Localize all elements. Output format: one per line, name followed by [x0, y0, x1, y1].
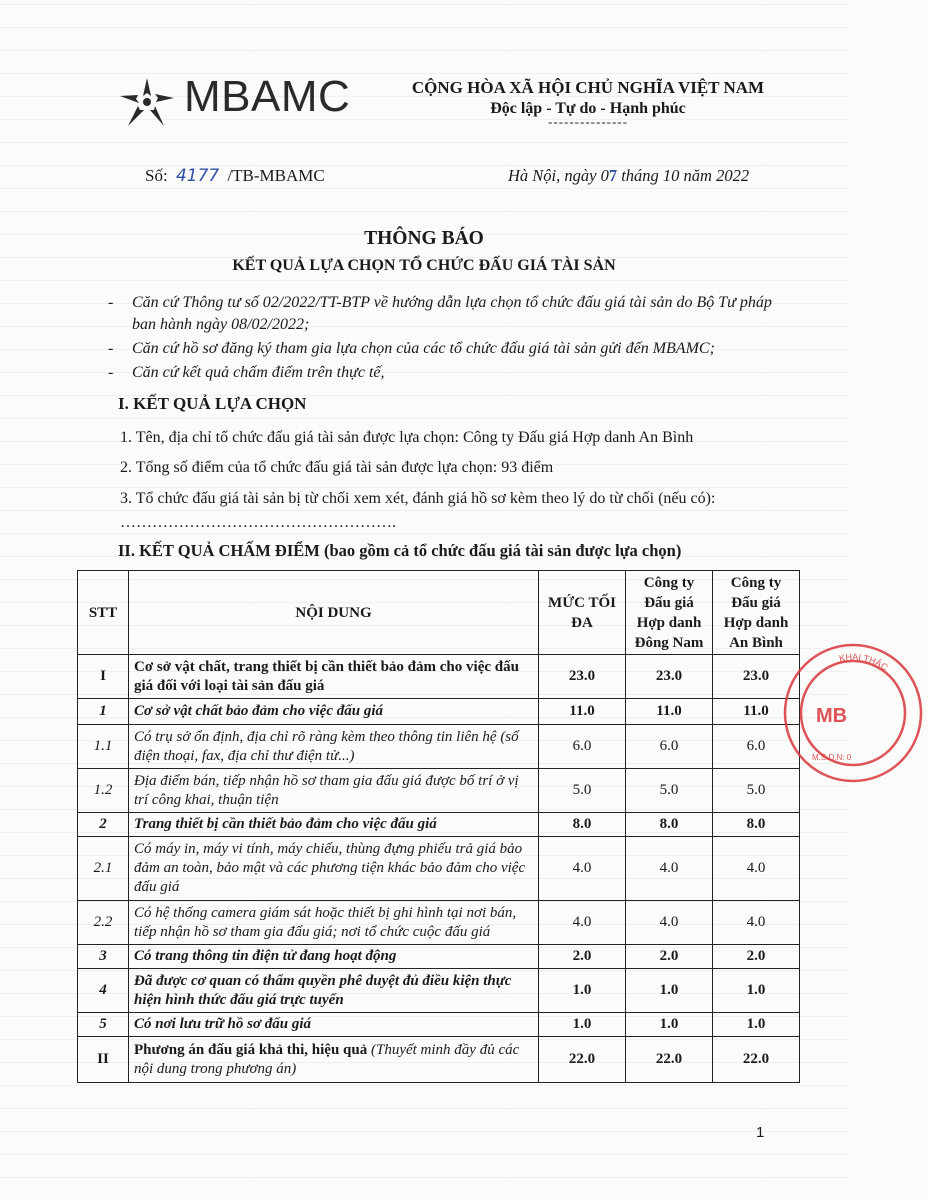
document-number: [145, 166, 325, 186]
table-row: [78, 945, 800, 969]
row-stt: 3: [78, 945, 129, 969]
row-score-max: 1.0: [539, 969, 626, 1013]
row-content: Có máy in, máy vi tính, máy chiếu, thùng đựng phiếu trả giá bảo đảm an toàn, bảo mật và các phương tiện khác bảo đảm cho việc đấu giá: [129, 837, 539, 901]
row-score-max: 22.0: [539, 1037, 626, 1083]
section1-heading: I. KẾT QUẢ LỰA CHỌN: [118, 394, 307, 413]
doc-no-handwritten: 4177: [175, 166, 220, 186]
row-score-dongnam: 4.0: [626, 901, 713, 945]
row-score-dongnam: 22.0: [626, 1037, 713, 1083]
doc-no-label: Số:: [145, 166, 168, 185]
section1-item2: 2. Tổng số điểm của tổ chức đấu giá tài sản được lựa chọn: 93 điểm: [120, 459, 554, 476]
row-content: Đã được cơ quan có thẩm quyền phê duyệt đủ điều kiện thực hiện hình thức đấu giá trực tuyến: [129, 969, 539, 1013]
table-row: [78, 1037, 800, 1083]
document-title: THÔNG BÁO: [364, 228, 484, 249]
row-score-max: 8.0: [539, 813, 626, 837]
col-header-anbinh: Công ty Đấu giá Hợp danh An Bình: [713, 571, 800, 655]
legal-bases: [108, 292, 788, 386]
row-stt: II: [78, 1037, 129, 1083]
doc-no-suffix: /TB-MBAMC: [227, 166, 325, 185]
row-score-anbinh: 4.0: [713, 837, 800, 901]
section1-item1: 1. Tên, địa chỉ tổ chức đấu giá tài sản được lựa chọn: Công ty Đấu giá Hợp danh An Bình: [120, 429, 694, 446]
company-logo: [118, 72, 368, 132]
row-score-dongnam: 8.0: [626, 813, 713, 837]
row-stt: 1: [78, 699, 129, 725]
table-row: [78, 725, 800, 769]
row-content: Cơ sở vật chất, trang thiết bị cần thiết bảo đảm cho việc đấu giá đối với loại tài sản đấu giá: [129, 655, 539, 699]
row-score-max: 6.0: [539, 725, 626, 769]
place-date-day-handwritten: 7: [608, 166, 618, 185]
col-header-content: NỘI DUNG: [129, 571, 539, 655]
svg-text:KHAI THÁC: [838, 652, 890, 673]
row-content-bold: Phương án đấu giá khả thi, hiệu quả: [134, 1041, 368, 1058]
row-score-max: 5.0: [539, 769, 626, 813]
section1-item3: 3. Tổ chức đấu giá tài sản bị từ chối xem xét, đánh giá hồ sơ kèm theo lý do từ chối (nếu có): …………………………………………….: [120, 490, 716, 531]
row-score-max: 23.0: [539, 655, 626, 699]
row-score-dongnam: 11.0: [626, 699, 713, 725]
legal-basis-item: - Căn cứ Thông tư số 02/2022/TT-BTP về hướng dẫn lựa chọn tổ chức đấu giá tài sản do Bộ Tư pháp ban hành ngày 08/02/2022;: [108, 292, 788, 336]
row-score-dongnam: 1.0: [626, 969, 713, 1013]
row-content: Có trụ sở ổn định, địa chỉ rõ ràng kèm theo thông tin liên hệ (số điện thoại, fax, địa chỉ thư điện tử...): [129, 725, 539, 769]
row-score-anbinh: 11.0: [713, 699, 800, 725]
row-score-dongnam: 4.0: [626, 837, 713, 901]
row-stt: 2: [78, 813, 129, 837]
row-score-max: 11.0: [539, 699, 626, 725]
row-score-anbinh: 4.0: [713, 901, 800, 945]
row-stt: 5: [78, 1013, 129, 1037]
nation-rule: ---------------: [548, 114, 628, 129]
row-score-dongnam: 23.0: [626, 655, 713, 699]
row-score-anbinh: 1.0: [713, 969, 800, 1013]
place-date: [508, 166, 749, 186]
row-stt: 1.2: [78, 769, 129, 813]
row-stt: I: [78, 655, 129, 699]
red-company-seal-icon: [778, 638, 928, 788]
row-score-dongnam: 5.0: [626, 769, 713, 813]
place-date-prefix: Hà Nội, ngày 0: [508, 166, 609, 185]
row-score-dongnam: 1.0: [626, 1013, 713, 1037]
row-stt: 1.1: [78, 725, 129, 769]
nation-title: CỘNG HÒA XÃ HỘI CHỦ NGHĨA VIỆT NAM: [411, 78, 765, 97]
table-row: [78, 969, 800, 1013]
mbamc-star-logo-icon: [118, 76, 176, 128]
row-content: Trang thiết bị cần thiết bảo đảm cho việc đấu giá: [129, 813, 539, 837]
table-row: [78, 769, 800, 813]
row-stt: 2.1: [78, 837, 129, 901]
row-stt: 2.2: [78, 901, 129, 945]
row-score-anbinh: 23.0: [713, 655, 800, 699]
row-score-anbinh: 22.0: [713, 1037, 800, 1083]
row-score-anbinh: 1.0: [713, 1013, 800, 1037]
col-header-stt: STT: [78, 571, 129, 655]
row-content: Có trang thông tin điện tử đang hoạt động: [129, 945, 539, 969]
row-score-dongnam: 6.0: [626, 725, 713, 769]
page-number: 1: [756, 1124, 765, 1141]
row-score-max: 4.0: [539, 901, 626, 945]
table-row: [78, 837, 800, 901]
row-content-italic: (Thuyết minh đầy đủ các nội dung trong phương án): [134, 1041, 520, 1077]
row-score-max: 4.0: [539, 837, 626, 901]
row-score-anbinh: 2.0: [713, 945, 800, 969]
row-content: Địa điểm bán, tiếp nhận hồ sơ tham gia đấu giá được bố trí ở vị trí công khai, thuận tiện: [129, 769, 539, 813]
legal-basis-item: - Căn cứ hồ sơ đăng ký tham gia lựa chọn của các tổ chức đấu giá tài sản gửi đến MBAMC;: [108, 338, 788, 360]
row-score-dongnam: 2.0: [626, 945, 713, 969]
row-content: Có hệ thống camera giám sát hoặc thiết bị ghi hình tại nơi bán, tiếp nhận hồ sơ tham gia đấu giá; nơi tổ chức cuộc đấu giá: [129, 901, 539, 945]
section2-heading: II. KẾT QUẢ CHẤM ĐIỂM (bao gồm cả tổ chức đấu giá tài sản được lựa chọn): [118, 541, 682, 560]
table-row: [78, 901, 800, 945]
table-row: [78, 1013, 800, 1037]
stamp-arc-text: KHAI THÁC: [838, 651, 890, 673]
row-content: Có nơi lưu trữ hồ sơ đấu giá: [129, 1013, 539, 1037]
document-subtitle: KẾT QUẢ LỰA CHỌN TỔ CHỨC ĐẤU GIÁ TÀI SẢN: [232, 257, 616, 274]
row-score-anbinh: 6.0: [713, 725, 800, 769]
row-score-max: 2.0: [539, 945, 626, 969]
row-content: Cơ sở vật chất bảo đảm cho việc đấu giá: [129, 699, 539, 725]
col-header-max: MỨC TỐI ĐA: [539, 571, 626, 655]
row-score-anbinh: 8.0: [713, 813, 800, 837]
table-row: [78, 699, 800, 725]
table-row: [78, 813, 800, 837]
stamp-logo-text: MB: [816, 705, 848, 727]
row-score-anbinh: 5.0: [713, 769, 800, 813]
legal-basis-item: - Căn cứ kết quả chấm điểm trên thực tế,: [108, 362, 788, 384]
nation-motto: Độc lập - Tự do - Hạnh phúc: [490, 100, 686, 117]
row-stt: 4: [78, 969, 129, 1013]
logo-wordmark: MBAMC: [184, 72, 351, 121]
row-score-max: 1.0: [539, 1013, 626, 1037]
place-date-suffix: tháng 10 năm 2022: [617, 166, 750, 185]
stamp-code-text: M.S.D.N: 0: [812, 753, 852, 762]
table-row: [78, 655, 800, 699]
col-header-dongnam: Công ty Đấu giá Hợp danh Đông Nam: [626, 571, 713, 655]
row-content: [129, 1037, 539, 1083]
scoring-table: [77, 570, 800, 1083]
national-header: [398, 78, 778, 130]
